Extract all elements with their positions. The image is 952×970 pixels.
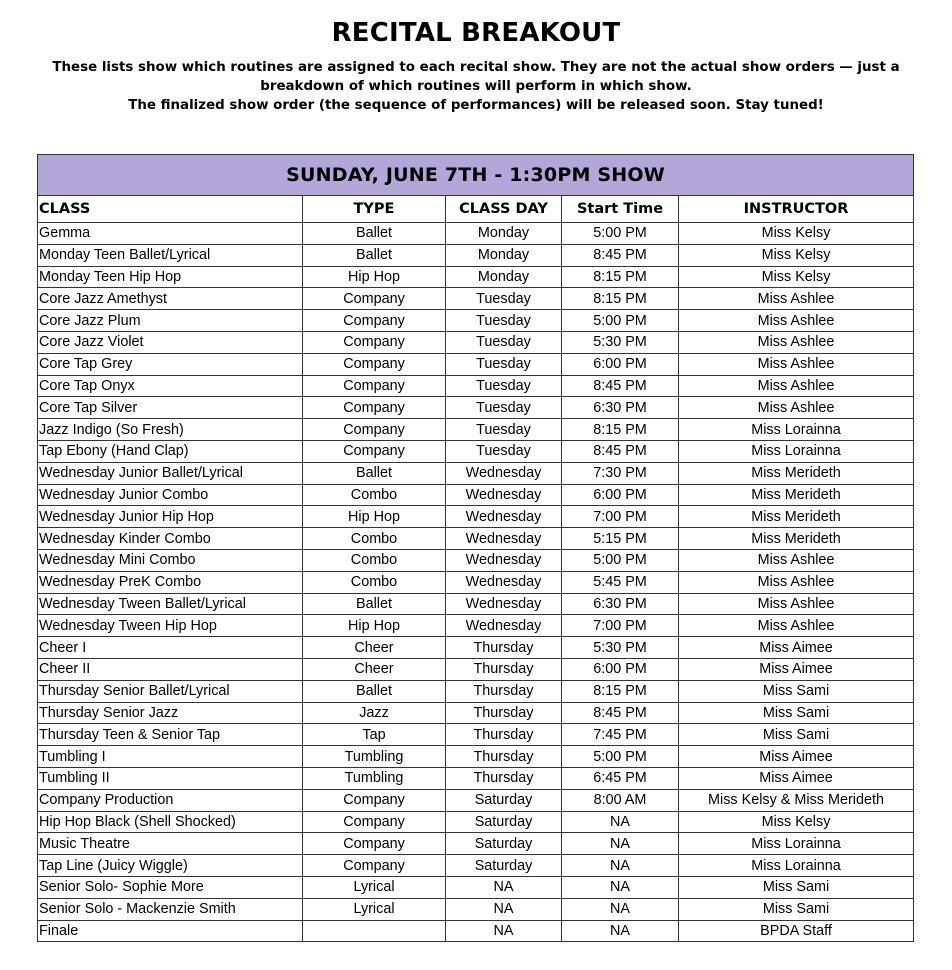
cell-start-time: 7:00 PM [562,615,679,637]
table-row [38,811,914,833]
cell-class-day: Saturday [446,855,562,877]
cell-type: Combo [303,528,446,550]
cell-type: Tumbling [303,767,446,789]
table-row [38,223,914,245]
table-row [38,266,914,288]
cell-instructor: Miss Lorainna [679,855,914,877]
header-start-time: Start Time [562,196,679,223]
cell-class: Music Theatre [38,833,303,855]
cell-start-time: NA [562,876,679,898]
table-row [38,484,914,506]
cell-class: Core Jazz Plum [38,310,303,332]
cell-start-time: 5:15 PM [562,528,679,550]
cell-instructor: Miss Merideth [679,484,914,506]
cell-start-time: 8:15 PM [562,288,679,310]
cell-start-time: 6:30 PM [562,593,679,615]
table-row [38,571,914,593]
cell-instructor: Miss Sami [679,680,914,702]
table-row [38,375,914,397]
cell-class-day: Tuesday [446,419,562,441]
cell-instructor: Miss Lorainna [679,833,914,855]
cell-type: Company [303,288,446,310]
table-row [38,615,914,637]
cell-instructor: Miss Ashlee [679,375,914,397]
cell-type [303,920,446,942]
cell-class-day: NA [446,876,562,898]
cell-start-time: 5:30 PM [562,637,679,659]
cell-class: Thursday Senior Jazz [38,702,303,724]
table-row [38,833,914,855]
cell-class-day: NA [446,920,562,942]
cell-class-day: Tuesday [446,310,562,332]
cell-instructor: Miss Aimee [679,746,914,768]
cell-class-day: Wednesday [446,571,562,593]
cell-start-time: NA [562,920,679,942]
cell-instructor: Miss Ashlee [679,331,914,353]
cell-instructor: Miss Aimee [679,767,914,789]
cell-class: Tap Ebony (Hand Clap) [38,440,303,462]
table-body [38,223,914,942]
cell-type: Combo [303,549,446,571]
cell-class: Wednesday PreK Combo [38,571,303,593]
cell-class-day: NA [446,898,562,920]
table-row [38,876,914,898]
cell-type: Hip Hop [303,615,446,637]
cell-class-day: Wednesday [446,462,562,484]
cell-class: Wednesday Kinder Combo [38,528,303,550]
cell-type: Combo [303,571,446,593]
table-row [38,680,914,702]
cell-class-day: Saturday [446,789,562,811]
cell-class: Senior Solo- Sophie More [38,876,303,898]
cell-instructor: Miss Kelsy & Miss Merideth [679,789,914,811]
cell-instructor: Miss Ashlee [679,615,914,637]
cell-type: Company [303,397,446,419]
cell-class: Core Jazz Amethyst [38,288,303,310]
cell-instructor: BPDA Staff [679,920,914,942]
cell-class: Hip Hop Black (Shell Shocked) [38,811,303,833]
intro-text [0,58,952,96]
cell-type: Ballet [303,244,446,266]
table-row [38,528,914,550]
cell-start-time: 6:00 PM [562,353,679,375]
cell-start-time: 5:45 PM [562,571,679,593]
cell-class-day: Tuesday [446,440,562,462]
cell-type: Company [303,811,446,833]
cell-instructor: Miss Lorainna [679,440,914,462]
cell-instructor: Miss Aimee [679,658,914,680]
cell-start-time: 8:45 PM [562,702,679,724]
cell-class: Wednesday Mini Combo [38,549,303,571]
cell-class: Jazz Indigo (So Fresh) [38,419,303,441]
show-banner: SUNDAY, JUNE 7TH - 1:30PM SHOW [38,155,914,196]
table-row [38,637,914,659]
cell-instructor: Miss Kelsy [679,811,914,833]
cell-type: Ballet [303,680,446,702]
cell-class: Gemma [38,223,303,245]
table-row [38,746,914,768]
cell-type: Hip Hop [303,266,446,288]
cell-instructor: Miss Sami [679,898,914,920]
intro-line-2: breakdown of which routines will perform in which show. [260,79,692,94]
cell-type: Company [303,331,446,353]
cell-start-time: 5:00 PM [562,549,679,571]
cell-start-time: 5:30 PM [562,331,679,353]
table-row [38,593,914,615]
cell-class-day: Thursday [446,767,562,789]
cell-class: Cheer II [38,658,303,680]
table-row [38,419,914,441]
cell-class: Wednesday Tween Ballet/Lyrical [38,593,303,615]
table-row [38,658,914,680]
cell-start-time: NA [562,811,679,833]
intro-line-3: The finalized show order (the sequence of performances) will be released soon. Stay tuned! [128,98,824,113]
cell-type: Cheer [303,658,446,680]
cell-instructor: Miss Ashlee [679,397,914,419]
table-row [38,244,914,266]
cell-class-day: Thursday [446,702,562,724]
recital-table [37,154,914,942]
cell-type: Company [303,419,446,441]
cell-start-time: 7:00 PM [562,506,679,528]
cell-class: Core Tap Silver [38,397,303,419]
table-row [38,440,914,462]
cell-class: Thursday Senior Ballet/Lyrical [38,680,303,702]
cell-class: Senior Solo - Mackenzie Smith [38,898,303,920]
cell-class: Wednesday Tween Hip Hop [38,615,303,637]
cell-class-day: Tuesday [446,375,562,397]
cell-type: Company [303,353,446,375]
cell-instructor: Miss Ashlee [679,571,914,593]
cell-start-time: 7:30 PM [562,462,679,484]
cell-class: Monday Teen Hip Hop [38,266,303,288]
cell-type: Company [303,440,446,462]
cell-start-time: 7:45 PM [562,724,679,746]
cell-class: Core Jazz Violet [38,331,303,353]
cell-class-day: Wednesday [446,484,562,506]
header-class-day: CLASS DAY [446,196,562,223]
cell-instructor: Miss Lorainna [679,419,914,441]
cell-class: Wednesday Junior Combo [38,484,303,506]
cell-instructor: Miss Sami [679,724,914,746]
header-instructor: INSTRUCTOR [679,196,914,223]
cell-type: Company [303,833,446,855]
cell-type: Ballet [303,223,446,245]
table-row [38,549,914,571]
cell-start-time: 6:00 PM [562,658,679,680]
cell-instructor: Miss Ashlee [679,549,914,571]
cell-class: Core Tap Grey [38,353,303,375]
table-row [38,855,914,877]
cell-class: Core Tap Onyx [38,375,303,397]
table-row [38,310,914,332]
table-header-row [38,196,914,223]
table-row [38,462,914,484]
cell-start-time: 5:00 PM [562,746,679,768]
cell-class: Finale [38,920,303,942]
intro-line-1: These lists show which routines are assigned to each recital show. They are not the actual show orders — just a [52,60,900,75]
cell-start-time: NA [562,898,679,920]
cell-start-time: NA [562,855,679,877]
cell-start-time: 6:00 PM [562,484,679,506]
cell-class-day: Thursday [446,746,562,768]
cell-class: Wednesday Junior Ballet/Lyrical [38,462,303,484]
cell-class-day: Tuesday [446,397,562,419]
cell-start-time: 8:15 PM [562,266,679,288]
cell-instructor: Miss Merideth [679,528,914,550]
cell-class: Company Production [38,789,303,811]
cell-type: Company [303,310,446,332]
cell-instructor: Miss Merideth [679,506,914,528]
cell-class-day: Wednesday [446,593,562,615]
cell-class: Tumbling I [38,746,303,768]
cell-instructor: Miss Kelsy [679,266,914,288]
header-type: TYPE [303,196,446,223]
cell-instructor: Miss Ashlee [679,310,914,332]
cell-class-day: Saturday [446,833,562,855]
cell-class-day: Monday [446,223,562,245]
cell-class: Tumbling II [38,767,303,789]
cell-instructor: Miss Merideth [679,462,914,484]
table-row [38,288,914,310]
cell-class-day: Thursday [446,724,562,746]
cell-start-time: NA [562,833,679,855]
cell-class-day: Wednesday [446,506,562,528]
table-row [38,702,914,724]
cell-start-time: 6:45 PM [562,767,679,789]
cell-type: Lyrical [303,898,446,920]
cell-type: Tap [303,724,446,746]
cell-type: Ballet [303,462,446,484]
cell-class-day: Monday [446,244,562,266]
table-row [38,898,914,920]
table-row [38,767,914,789]
cell-class-day: Saturday [446,811,562,833]
cell-class-day: Thursday [446,680,562,702]
cell-start-time: 8:45 PM [562,244,679,266]
cell-type: Company [303,789,446,811]
cell-class-day: Thursday [446,637,562,659]
cell-type: Combo [303,484,446,506]
cell-type: Jazz [303,702,446,724]
cell-start-time: 8:45 PM [562,375,679,397]
cell-class-day: Thursday [446,658,562,680]
cell-class: Thursday Teen & Senior Tap [38,724,303,746]
cell-class-day: Tuesday [446,288,562,310]
cell-type: Company [303,375,446,397]
cell-start-time: 6:30 PM [562,397,679,419]
cell-start-time: 8:15 PM [562,419,679,441]
cell-class: Wednesday Junior Hip Hop [38,506,303,528]
cell-instructor: Miss Kelsy [679,223,914,245]
cell-start-time: 8:45 PM [562,440,679,462]
cell-instructor: Miss Sami [679,876,914,898]
cell-class: Tap Line (Juicy Wiggle) [38,855,303,877]
header-class: CLASS [38,196,303,223]
cell-class: Cheer I [38,637,303,659]
cell-class: Monday Teen Ballet/Lyrical [38,244,303,266]
table-row [38,397,914,419]
table-row [38,353,914,375]
cell-start-time: 5:00 PM [562,310,679,332]
cell-class-day: Wednesday [446,549,562,571]
cell-class-day: Wednesday [446,528,562,550]
table-row [38,331,914,353]
table-row [38,920,914,942]
cell-instructor: Miss Kelsy [679,244,914,266]
cell-instructor: Miss Ashlee [679,593,914,615]
page-title: RECITAL BREAKOUT [331,18,621,48]
cell-class-day: Monday [446,266,562,288]
cell-type: Hip Hop [303,506,446,528]
cell-type: Tumbling [303,746,446,768]
cell-type: Cheer [303,637,446,659]
cell-instructor: Miss Ashlee [679,288,914,310]
cell-class-day: Wednesday [446,615,562,637]
cell-start-time: 8:00 AM [562,789,679,811]
cell-type: Company [303,855,446,877]
cell-class-day: Tuesday [446,353,562,375]
cell-instructor: Miss Ashlee [679,353,914,375]
cell-class-day: Tuesday [446,331,562,353]
cell-type: Ballet [303,593,446,615]
cell-start-time: 8:15 PM [562,680,679,702]
table-row [38,789,914,811]
table-row [38,724,914,746]
cell-instructor: Miss Aimee [679,637,914,659]
table-row [38,506,914,528]
cell-instructor: Miss Sami [679,702,914,724]
cell-start-time: 5:00 PM [562,223,679,245]
cell-type: Lyrical [303,876,446,898]
